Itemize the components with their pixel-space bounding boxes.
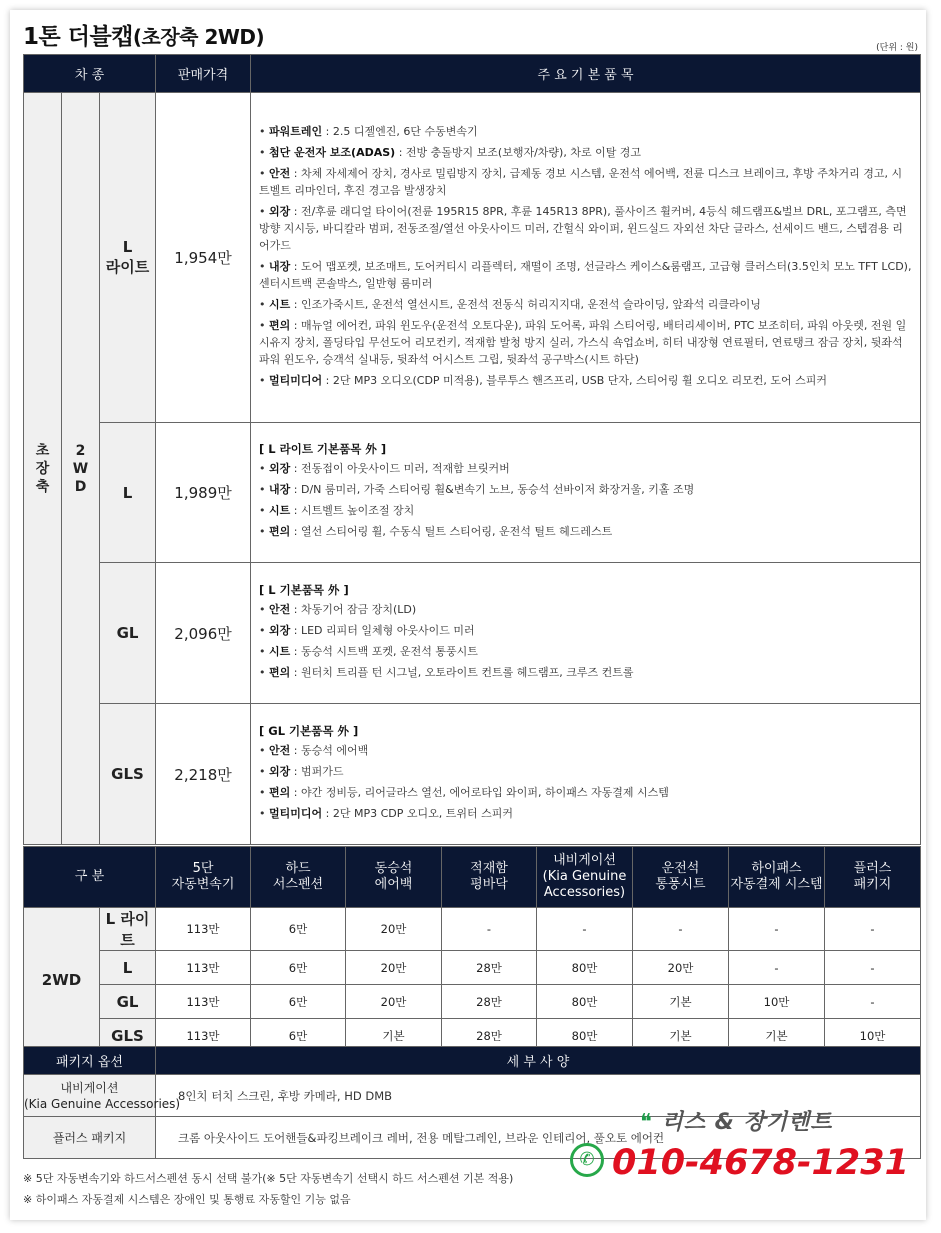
group-label: 초 장 축 [24,93,62,845]
spec-text: : D/N 룸미러, 가죽 스티어링 휠&변속기 노브, 동승석 선바이저 화장거울, 키홀 조명 [290,483,695,496]
option-header: 운전석 통풍시트 [633,847,729,908]
spec-text: : 원터치 트리플 턴 시그널, 오토라이트 컨트롤 헤드램프, 크루즈 컨트롤 [290,665,634,679]
option-header: 구 분 [24,847,156,908]
spec-item: • 내장 : 도어 맵포켓, 보조매트, 도어커티시 리플렉터, 재떨이 조명, 선글라스 케이스&룸램프, 고급형 클러스터(3.5인치 모노 TFT LCD), 센터시트백 콘솔박스, 일반형 룸미러 [259,259,912,290]
header-price: 판매가격 [156,55,251,93]
option-cell: 28만 [442,985,537,1019]
spec-category: 안전 [269,602,291,616]
spec-item: • 편의 : 매뉴얼 에어컨, 파워 윈도우(운전석 오토다운), 파워 도어록, 파워 스티어링, 배터리세이버, PTC 보조히터, 파워 아웃렛, 전원 일시유지 장치, 폴딩타입 무선도어 리모컨키, 적재함 발청 방지 실러, 가스식 쇽업쇼버, 히터 내장형 연료필터, 연료탱크 잠금 장치, 뒷좌석 파워 윈도우, 승객석 실내등, 뒷좌석 어시스트 그립, 뒷좌석 공구박스(시트 하단) [259,318,907,366]
option-cell: 6만 [251,1019,346,1053]
spec-category: 내장 [269,483,291,496]
option-trim: L 라이트 [100,908,156,951]
spec-text: : 동승석 시트백 포켓, 운전석 통풍시트 [290,644,478,658]
drive-label: 2 W D [62,93,100,845]
trim-specs [251,423,921,563]
spec-item: • 안전 : 차체 자세제어 장치, 경사로 밀림방지 장치, 급제동 경보 시스템, 운전석 에어백, 전륜 디스크 브레이크, 후방 주차거리 경고, 시트벨트 리마인더, 후진 경고음 발생장치 [259,166,903,197]
spec-category: 멀티미디어 [269,806,323,820]
option-cell: 113만 [156,908,251,951]
price-sheet [10,10,926,1220]
option-cell: 80만 [537,1019,633,1053]
option-cell: - [442,908,537,951]
spec-text: : 차동기어 잠금 장치(LD) [290,602,417,616]
trim-price: 1,989만 [156,423,251,563]
spec-text: : 2단 MP3 오디오(CDP 미적용), 블루투스 핸즈프리, USB 단자, 스티어링 휠 오디오 리모컨, 도어 스피커 [322,373,828,387]
option-cell: 6만 [251,985,346,1019]
option-cell: - [825,951,921,985]
spec-item: • 내장 : D/N 룸미러, 가죽 스티어링 휠&변속기 노브, 동승석 선바이저 화장거울, 키홀 조명 [259,483,695,496]
trim-specs [251,563,921,704]
spec-category: 내장 [269,259,291,273]
package-name: 플러스 패키지 [24,1117,156,1159]
option-cell: 80만 [537,985,633,1019]
spec-category: 편의 [269,665,291,679]
option-cell: 기본 [346,1019,442,1053]
spec-text: : 동승석 에어백 [290,743,369,757]
package-desc: 크롬 아웃사이드 도어핸들&파킹브레이크 레버, 전용 메탈그레인, 브라운 인테리어, 풀오토 에어컨 [156,1117,921,1159]
trim-specs [251,93,921,423]
spec-text: : 매뉴얼 에어컨, 파워 윈도우(운전석 오토다운), 파워 도어록, 파워 스티어링, 배터리세이버, PTC 보조히터, 파워 아웃렛, 전원 일시유지 장치, 폴딩타입 무선도어 리모컨키, 적재함 발청 방지 실러, 가스식 쇽업쇼버, 히터 내장형 연료필터, 연료탱크 잠금 장치, 뒷좌석 파워 윈도우, 승객석 실내등, 뒷좌석 어시스트 그립, 뒷좌석 공구박스(시트 하단) [259,318,907,366]
spec-text: : 전/후륜 래디얼 타이어(전륜 195R15 8PR, 후륜 145R13 8PR), 풀사이즈 휠커버, 4등식 헤드램프&벌브 DRL, 포그램프, 측면 방향 지시등, 바디칼라 범퍼, 전동조절/열선 아웃사이드 미러, 간헐식 와이퍼, 윈드실드 자외선 차단 글라스, 선세이드 밴드, 스텝겸용 리어가드 [259,204,907,252]
promo-tagline: ❝ 리스 & 장기렌트 [640,1110,833,1135]
package-desc: 8인치 터치 스크린, 후방 카메라, HD DMB [156,1075,921,1117]
package-header-desc: 세 부 사 양 [156,1047,921,1075]
trim-name: L [100,423,156,563]
spec-item: • 첨단 운전자 보조(ADAS) : 전방 충돌방지 보조(보행자/차량), 차로 이탈 경고 [259,145,642,159]
option-trim: GL [100,985,156,1019]
trim-spec-table [23,54,921,845]
spec-category: 안전 [269,743,291,757]
spec-item: • 편의 : 열선 스티어링 휠, 수동식 틸트 스티어링, 운전석 틸트 헤드레스트 [259,525,613,538]
spec-item: • 외장 : 전동접이 아웃사이드 미러, 적재함 브릿커버 [259,462,510,475]
footnote: ※ 하이패스 자동결제 시스템은 장애인 및 통행료 자동할인 기능 없음 [23,1193,351,1206]
option-cell: 113만 [156,951,251,985]
spec-category: 시트 [269,297,291,311]
spec-block-title: [ GL 기본품목 外 ] [259,723,359,738]
spec-item: • 편의 : 야간 정비등, 리어글라스 열선, 에어로타입 와이퍼, 하이패스 자동결제 시스템 [259,785,669,799]
header-model: 차 종 [24,55,156,93]
option-cell: 6만 [251,908,346,951]
spec-text: : 야간 정비등, 리어글라스 열선, 에어로타입 와이퍼, 하이패스 자동결제 시스템 [290,785,669,799]
option-cell: 6만 [251,951,346,985]
spec-category: 외장 [269,204,291,218]
spec-category: 외장 [269,764,291,778]
option-cell: - [729,908,825,951]
spec-category: 편의 [269,785,291,799]
option-cell: - [825,908,921,951]
spec-item: • 시트 : 시트벨트 높이조절 장치 [259,504,415,517]
option-cell: 20만 [346,985,442,1019]
spec-text: : 전동접이 아웃사이드 미러, 적재함 브릿커버 [290,462,510,475]
option-group: 2WD [24,908,100,1053]
option-cell: - [825,985,921,1019]
option-price-table [23,846,921,1053]
spec-category: 안전 [269,166,291,180]
trim-price: 2,218만 [156,704,251,845]
trim-name: GL [100,563,156,704]
spec-item: • 멀티미디어 : 2단 MP3 CDP 오디오, 트위터 스피커 [259,806,513,820]
package-header-name: 패키지 옵션 [24,1047,156,1075]
spec-item: • 시트 : 인조가죽시트, 운전석 열선시트, 운전석 전동식 허리지지대, 운전석 슬라이딩, 앞좌석 리클라이닝 [259,297,761,311]
option-cell: 113만 [156,1019,251,1053]
spec-text: : 차체 자세제어 장치, 경사로 밀림방지 장치, 급제동 경보 시스템, 운전석 에어백, 전륜 디스크 브레이크, 후방 주차거리 경고, 시트벨트 리마인더, 후진 경고음 발생장치 [259,166,903,197]
option-cell: 10만 [825,1019,921,1053]
spec-item: • 멀티미디어 : 2단 MP3 오디오(CDP 미적용), 블루투스 핸즈프리, USB 단자, 스티어링 휠 오디오 리모컨, 도어 스피커 [259,373,828,387]
spec-block-title: [ L 기본품목 外 ] [259,582,349,597]
option-header: 동승석 에어백 [346,847,442,908]
option-header: 내비게이션 (Kia Genuine Accessories) [537,847,633,908]
table-row [24,951,921,985]
trim-price: 1,954만 [156,93,251,423]
option-cell: 기본 [633,985,729,1019]
option-cell: 20만 [633,951,729,985]
spec-category: 첨단 운전자 보조(ADAS) [269,145,396,159]
spec-item: • 안전 : 차동기어 잠금 장치(LD) [259,602,417,616]
spec-category: 편의 [269,525,291,538]
page-title: 1톤 더블캡(초장축 2WD) [23,24,265,50]
trim-name: L 라이트 [100,93,156,423]
option-trim: GLS [100,1019,156,1053]
quote-icon: ❝ [640,1110,653,1135]
phone-icon: ✆ [570,1143,604,1177]
option-cell: 28만 [442,951,537,985]
spec-item: • 시트 : 동승석 시트백 포켓, 운전석 통풍시트 [259,644,478,658]
option-cell: 20만 [346,951,442,985]
unit-label: (단위 : 원) [876,43,918,53]
spec-category: 파워트레인 [269,124,323,138]
spec-category: 시트 [269,644,291,658]
option-header: 적재함 평바닥 [442,847,537,908]
spec-text: : 범퍼가드 [290,764,344,778]
option-cell: 기본 [633,1019,729,1053]
package-name: 내비게이션 (Kia Genuine Accessories) [24,1075,156,1117]
spec-item: • 외장 : 범퍼가드 [259,764,344,778]
option-header: 하이패스 자동결제 시스템 [729,847,825,908]
spec-category: 외장 [269,462,291,475]
spec-category: 시트 [269,504,291,517]
promo-phone[interactable]: ✆ 010-4678-1231 [570,1143,909,1183]
option-cell: 10만 [729,985,825,1019]
option-header: 5단 자동변속기 [156,847,251,908]
spec-item: • 외장 : LED 리피터 일체형 아웃사이드 미러 [259,623,475,637]
spec-category: 편의 [269,318,291,332]
option-trim: L [100,951,156,985]
spec-text: : 2단 MP3 CDP 오디오, 트위터 스피커 [322,806,513,820]
option-cell: - [633,908,729,951]
option-cell: 28만 [442,1019,537,1053]
option-cell: 기본 [729,1019,825,1053]
option-cell: - [537,908,633,951]
spec-item: • 외장 : 전/후륜 래디얼 타이어(전륜 195R15 8PR, 후륜 145R13 8PR), 풀사이즈 휠커버, 4등식 헤드램프&벌브 DRL, 포그램프, 측면 방향 지시등, 바디칼라 범퍼, 전동조절/열선 아웃사이드 미러, 간헐식 와이퍼, 윈드실드 자외선 차단 글라스, 선세이드 밴드, 스텝겸용 리어가드 [259,204,907,252]
header-specs: 주 요 기 본 품 목 [251,55,921,93]
spec-text: : 2.5 디젤엔진, 6단 수동변속기 [322,124,478,138]
trim-specs [251,704,921,845]
spec-text: : 도어 맵포켓, 보조매트, 도어커티시 리플렉터, 재떨이 조명, 선글라스 케이스&룸램프, 고급형 클러스터(3.5인치 모노 TFT LCD), 센터시트백 콘솔박스, 일반형 룸미러 [259,259,912,290]
trim-name: GLS [100,704,156,845]
footnote: ※ 5단 자동변속기와 하드서스펜션 동시 선택 불가(※ 5단 자동변속기 선택시 하드 서스펜션 기본 적용) [23,1172,514,1185]
spec-item: • 안전 : 동승석 에어백 [259,743,369,757]
option-header: 플러스 패키지 [825,847,921,908]
spec-text: : 전방 충돌방지 보조(보행자/차량), 차로 이탈 경고 [395,145,642,159]
table-row [24,908,921,951]
spec-item: • 편의 : 원터치 트리플 턴 시그널, 오토라이트 컨트롤 헤드램프, 크루즈 컨트롤 [259,665,634,679]
option-cell: 20만 [346,908,442,951]
trim-price: 2,096만 [156,563,251,704]
spec-text: : 열선 스티어링 휠, 수동식 틸트 스티어링, 운전석 틸트 헤드레스트 [290,525,613,538]
spec-text: : 인조가죽시트, 운전석 열선시트, 운전석 전동식 허리지지대, 운전석 슬라이딩, 앞좌석 리클라이닝 [290,297,761,311]
spec-block-title: [ L 라이트 기본품목 外 ] [259,442,387,456]
option-cell: 80만 [537,951,633,985]
footnotes [23,1168,513,1210]
option-cell: - [729,951,825,985]
option-header: 하드 서스펜션 [251,847,346,908]
spec-category: 외장 [269,623,291,637]
spec-item: • 파워트레인 : 2.5 디젤엔진, 6단 수동변속기 [259,124,478,138]
spec-text: : LED 리피터 일체형 아웃사이드 미러 [290,623,475,637]
table-row [24,985,921,1019]
spec-category: 멀티미디어 [269,373,323,387]
spec-text: : 시트벨트 높이조절 장치 [290,504,415,517]
option-cell: 113만 [156,985,251,1019]
